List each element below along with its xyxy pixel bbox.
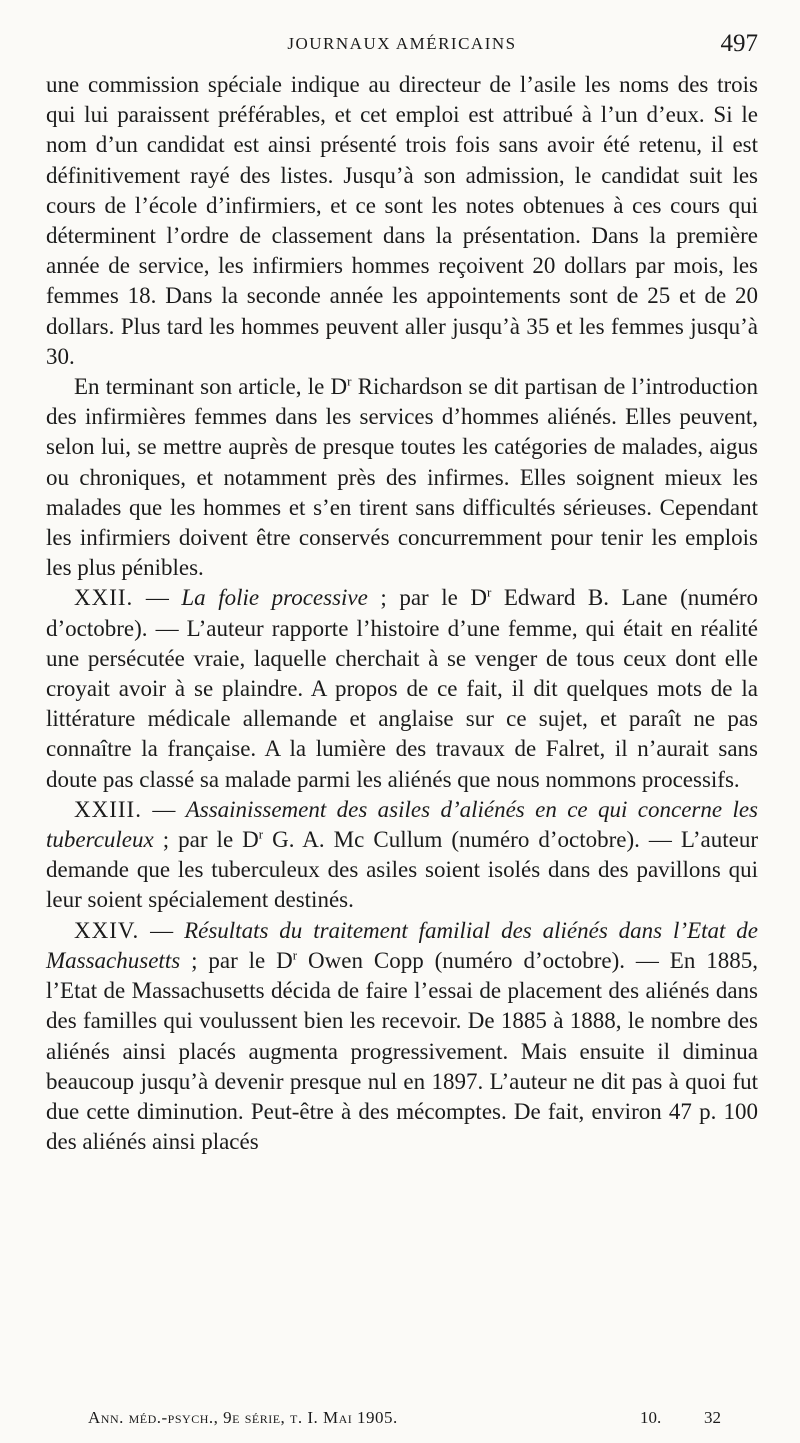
section-number: XXIII.	[74, 796, 142, 822]
section-text-b: Owen Copp (numéro d’octobre). — En 1885, l’Etat de Massachusetts décida de faire l’essai de placement des aliénés dans des familles qui voulussent bien les recevoir. De 1885 à 1888, le nombre des aliénés ainsi placés augmenta progressivement. Mais ensuite il diminua beaucoup jusqu’à devenir presque nul en 1897. L’auteur ne dit pas à quoi fut due cette diminution. Peut-être à des mécomptes. De fait, environ 47 p. 100 des aliénés ainsi placés	[46, 947, 758, 1155]
running-head: JOURNAUX AMÉRICAINS	[287, 34, 517, 53]
footer-signature: 10.	[640, 1408, 662, 1427]
page	[46, 30, 758, 1157]
footer-sheet-number: 32	[704, 1408, 721, 1427]
page-number: 497	[720, 30, 758, 57]
superscript: r	[486, 584, 492, 600]
page-header	[46, 30, 758, 70]
paragraph-2	[46, 372, 758, 583]
section-text-b: G. A. Mc Cullum (numéro d’octobre). — L’auteur demande que les tuberculeux des asiles soient isolés dans des pavillons qui leur soient spécialement destinés.	[46, 827, 758, 913]
section-text-a: ; par le D	[367, 585, 487, 611]
section-text-a: ; par le D	[153, 827, 259, 853]
section-dash: —	[141, 796, 186, 822]
section-xxii	[46, 583, 758, 794]
paragraph-1: une commission spéciale indique au directeur de l’asile les noms des trois qui lui paraissent préférables, et cet emploi est attribué à l’un d’eux. Si le nom d’un candidat est ainsi présenté trois fois sans avoir été retenu, il est définitivement rayé des listes. Jusqu’à son admission, le candidat suit les cours de l’école d’infirmiers, et ce sont les notes obtenues à ces cours qui déterminent l’ordre de classement dans la présentation. Dans la première année de service, les infirmiers hommes reçoivent 20 dollars par mois, les femmes 18. Dans la seconde année les appointements sont de 25 et de 20 dollars. Plus tard les hommes peuvent aller jusqu’à 35 et les femmes jusqu’à 30.	[46, 72, 758, 369]
section-xxiii	[46, 795, 758, 916]
body-text	[46, 70, 758, 1157]
superscript: r	[292, 947, 298, 963]
section-text-b: Edward B. Lane (numéro d’octobre). — L’auteur rapporte l’histoire d’une femme, qui était en réalité une persécutée vraie, laquelle cherchait à se venger de tous ceux dont elle croyait avoir à se plaindre. A propos de ce fait, il dit quelques mots de la littérature médicale allemande et anglaise sur ce sujet, et paraît ne pas connaître la française. A la lumière des travaux de Falret, il n’aurait sans doute pas classé sa malade parmi les aliénés que nous nommons processifs.	[46, 585, 758, 792]
section-text-a: ; par le D	[180, 947, 293, 973]
section-title: Résultats du traitement familial des aliénés dans l’Etat de Massachusetts	[46, 917, 759, 973]
section-number: XXIV.	[74, 917, 140, 943]
section-dash: —	[133, 585, 182, 611]
superscript: r	[347, 373, 352, 389]
paragraph-2-text-a: En terminant son article, le D	[74, 374, 348, 400]
superscript: r	[258, 826, 264, 842]
section-title: La folie processive	[181, 585, 368, 611]
section-title: Assainissement des asiles d’aliénés en ce qui concerne les tuberculeux	[46, 796, 758, 853]
section-number: XXII.	[74, 585, 134, 611]
section-xxiv	[46, 916, 758, 1158]
section-dash: —	[139, 917, 185, 943]
paragraph-2-text-b: Richardson se dit partisan de l’introduction des infirmières femmes dans les services d’hommes aliénés. Elles peuvent, selon lui, se mettre auprès de presque toutes les catégories de malades, aigus ou chroniques, et notamment près des infirmes. Elles soignent mieux les malades que les hommes et s’en tirent sans difficultés sérieuses. Cependant les infirmiers doivent être conservés concurremment pour tenir les emplois les plus pénibles.	[46, 374, 758, 581]
footer-journal: Ann. méd.-psych., 9e série, t. I. Mai 1905.	[88, 1408, 398, 1427]
